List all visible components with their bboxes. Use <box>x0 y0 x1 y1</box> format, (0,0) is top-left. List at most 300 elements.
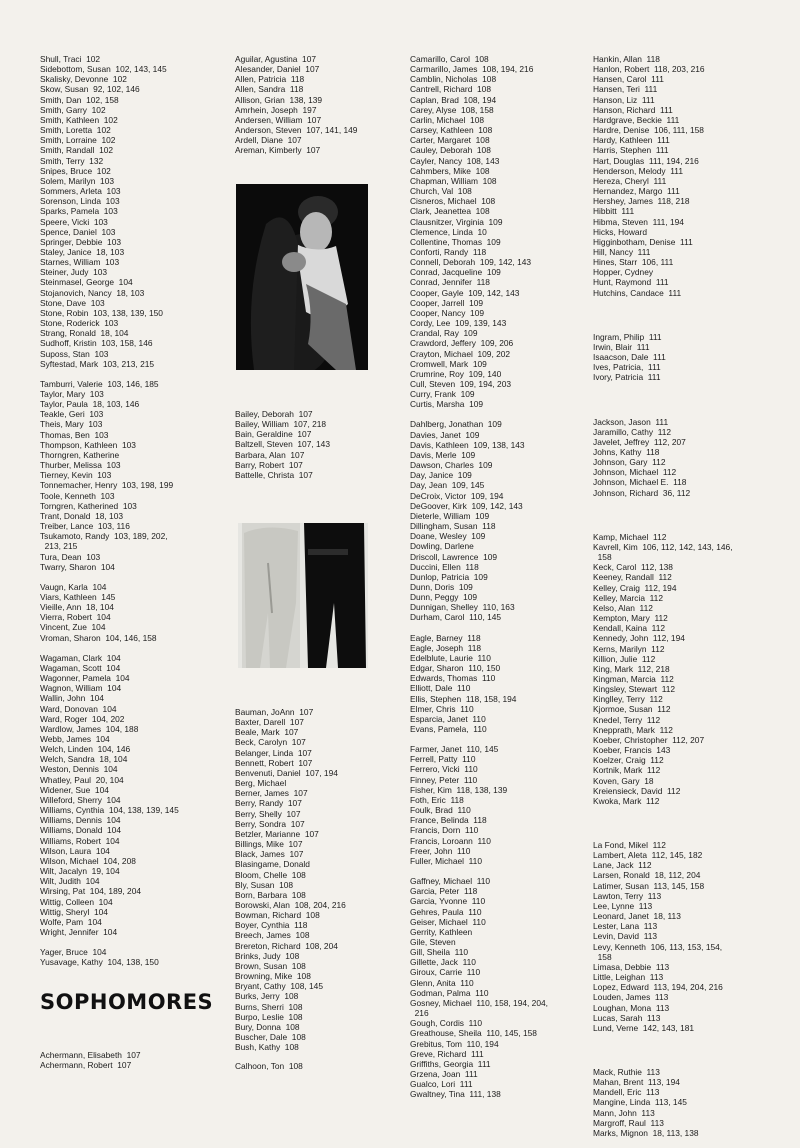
index-entry: Welch, Sandra 18, 104 <box>40 754 128 765</box>
index-entry: Glenn, Anita 110 <box>410 977 474 988</box>
index-entry: Irwin, Blair 111 <box>593 341 650 352</box>
index-entry: Smith, Kathleen 102 <box>40 114 118 125</box>
index-entry: Gerrity, Kathleen <box>410 926 473 937</box>
index-entry: Strang, Ronald 18, 104 <box>40 328 129 339</box>
index-entry: Dahlberg, Jonathan 109 <box>410 419 502 430</box>
index-entry: Edwards, Thomas 110 <box>410 673 496 684</box>
index-entry: La Fond, Mikel 112 <box>593 840 666 850</box>
index-entry: Johnson, Michael 112 <box>593 467 677 478</box>
index-entry: Starnes, William 103 <box>40 257 120 268</box>
index-block <box>40 54 179 369</box>
index-entry: Crumrine, Roy 109, 140 <box>410 368 502 379</box>
index-column-4 <box>593 54 733 1148</box>
index-entry: Shull, Traci 102 <box>40 54 101 64</box>
index-entry: Keeney, Randall 112 <box>593 572 672 583</box>
index-entry: Cull, Steven 109, 194, 203 <box>410 379 512 389</box>
index-entry: Wardlow, James 104, 188 <box>40 723 139 734</box>
index-entry: Jaramillo, Cathy 112 <box>593 426 672 437</box>
index-entry: Sparks, Pamela 103 <box>40 206 118 217</box>
index-entry: Taylor, Mary 103 <box>40 389 104 399</box>
index-entry: Ferrell, Patty 110 <box>410 754 476 765</box>
index-block <box>410 54 548 409</box>
index-entry: Steiner, Judy 103 <box>40 267 108 278</box>
index-entry: Achermann, Elisabeth 107 <box>40 1050 141 1060</box>
index-block <box>593 417 733 498</box>
index-entry: Kortnik, Mark 112 <box>593 765 661 776</box>
index-entry: Mangine, Linda 113, 145 <box>593 1097 687 1108</box>
index-column-2-middle <box>235 409 330 480</box>
index-entry: Weston, Dennis 104 <box>40 764 118 775</box>
index-entry: Burks, Jerry 108 <box>235 991 299 1002</box>
index-column-2-bottom <box>235 1061 303 1071</box>
index-entry: Wilson, Michael 104, 208 <box>40 855 136 866</box>
index-entry: Chapman, William 108 <box>410 175 497 186</box>
index-entry: Cayler, Nancy 108, 143 <box>410 155 500 166</box>
index-entry: Buscher, Dale 108 <box>235 1032 306 1042</box>
index-entry: Fisher, Kim 118, 138, 139 <box>410 784 508 795</box>
index-entry: Anderson, Steven 107, 141, 149 <box>235 125 358 136</box>
index-entry: Bauman, JoAnn 107 <box>235 707 314 717</box>
index-entry: Kamp, Michael 112 <box>593 531 667 542</box>
index-entry: Kavrell, Kim 106, 112, 142, 143, 146, <box>593 541 733 552</box>
index-entry: Alesander, Daniel 107 <box>235 64 320 75</box>
index-entry: Ellis, Stephen 118, 158, 194 <box>410 693 517 704</box>
index-entry: Hereza, Cheryl 111 <box>593 175 667 186</box>
index-entry: Godman, Palma 110 <box>410 987 489 998</box>
index-entry: Welch, Linden 104, 146 <box>40 744 131 755</box>
index-entry: Bain, Geraldine 107 <box>235 429 312 440</box>
index-entry: Ferrero, Vicki 110 <box>410 764 478 775</box>
index-entry: Clemence, Linda 10 <box>410 226 487 237</box>
index-entry: Carter, Margaret 108 <box>410 135 490 146</box>
index-entry: Wagnon, William 104 <box>40 683 122 694</box>
index-entry: Hines, Starr 106, 111 <box>593 257 674 268</box>
index-entry: Trant, Donald 18, 103 <box>40 510 124 521</box>
index-entry: Greve, Richard 111 <box>410 1048 484 1059</box>
index-entry: Tierney, Kevin 103 <box>40 470 112 481</box>
index-entry: Koelzer, Craig 112 <box>593 755 664 766</box>
index-entry: Cordy, Lee 109, 139, 143 <box>410 318 507 329</box>
index-block <box>235 54 357 156</box>
index-entry: Areman, Kimberly 107 <box>235 145 321 156</box>
index-entry: Smith, Terry 132 <box>40 155 104 166</box>
index-entry: Griffiths, Georgia 111 <box>410 1058 491 1069</box>
index-entry: Sommers, Arleta 103 <box>40 186 121 197</box>
index-entry: Belanger, Linda 107 <box>235 747 312 758</box>
index-entry: Cisneros, Michael 108 <box>410 196 496 207</box>
index-entry: Stone, Roderick 103 <box>40 318 119 329</box>
index-block <box>593 54 733 298</box>
index-entry: Toole, Kenneth 103 <box>40 490 115 501</box>
index-entry: Vaugn, Karla 104 <box>40 581 107 592</box>
index-entry: Hansen, Teri 111 <box>593 84 658 95</box>
index-entry: Hanlon, Robert 118, 203, 216 <box>593 64 705 75</box>
index-entry: Dowling, Darlene <box>410 541 474 552</box>
index-entry: Conrad, Jennifer 118 <box>410 277 490 288</box>
index-block <box>40 653 179 937</box>
index-entry: Taylor, Paula 18, 103, 146 <box>40 399 140 410</box>
index-entry: Thompson, Kathleen 103 <box>40 439 136 450</box>
index-entry: Clausnitzer, Virginia 109 <box>410 216 503 227</box>
index-entry: Marks, Mignon 18, 113, 138 <box>593 1127 699 1138</box>
index-entry: Foth, Eric 118 <box>410 794 464 805</box>
index-entry: Barry, Robert 107 <box>235 459 303 470</box>
index-entry: Treiber, Lance 103, 116 <box>40 521 130 532</box>
index-entry: Grzena, Joan 111 <box>410 1069 478 1079</box>
index-entry: Evans, Pamela, 110 <box>410 724 487 734</box>
index-entry: Lester, Lana 113 <box>593 921 658 932</box>
index-entry: Isaacson, Dale 111 <box>593 352 666 363</box>
index-column-3 <box>410 54 548 1109</box>
index-entry: Driscoll, Lawrence 109 <box>410 551 498 562</box>
index-entry: Boyer, Cynthia 118 <box>235 920 308 931</box>
index-entry: Allison, Grian 138, 139 <box>235 94 323 105</box>
index-entry: 158 <box>593 552 612 563</box>
index-entry: Kerns, Marilyn 112 <box>593 643 665 654</box>
index-entry: Lund, Verne 142, 143, 181 <box>593 1022 695 1033</box>
index-entry: Smith, Loretta 102 <box>40 125 111 136</box>
index-entry: Calhoon, Ton 108 <box>235 1061 303 1071</box>
index-entry: Tonnemacher, Henry 103, 198, 199 <box>40 480 174 491</box>
index-block <box>410 876 548 1099</box>
index-entry: Williams, Donald 104 <box>40 825 121 836</box>
index-block <box>40 379 179 572</box>
index-entry: Killion, Julie 112 <box>593 653 656 664</box>
index-entry: Webb, James 104 <box>40 734 110 744</box>
index-entry: Javelet, Jeffrey 112, 207 <box>593 436 686 447</box>
index-entry: Freer, John 110 <box>410 845 471 856</box>
index-entry: Brown, Susan 108 <box>235 960 306 971</box>
index-entry: Wolfe, Pam 104 <box>40 916 102 927</box>
index-entry: Widener, Sue 104 <box>40 784 109 795</box>
index-entry: Elliott, Dale 110 <box>410 683 471 694</box>
index-entry: Springer, Debbie 103 <box>40 236 122 247</box>
index-entry: Browning, Mike 108 <box>235 971 311 982</box>
index-entry: Syftestad, Mark 103, 213, 215 <box>40 358 155 369</box>
index-entry: Williams, Robert 104 <box>40 835 120 846</box>
index-entry: Hopper, Cydney <box>593 267 654 278</box>
index-entry: Hunt, Raymond 111 <box>593 277 669 288</box>
index-entry: Knedel, Terry 112 <box>593 714 661 725</box>
index-entry: Smith, Garry 102 <box>40 104 106 115</box>
index-entry: Vroman, Sharon 104, 146, 158 <box>40 632 157 643</box>
index-entry: Johns, Kathy 118 <box>593 447 660 457</box>
index-entry: Wirsing, Pat 104, 189, 204 <box>40 886 142 897</box>
index-entry: Beck, Carolyn 107 <box>235 737 306 748</box>
index-entry: Crayton, Michael 109, 202 <box>410 348 511 359</box>
index-entry: Gwaltney, Tina 111, 138 <box>410 1089 501 1100</box>
index-entry: Loughan, Mona 113 <box>593 1002 670 1013</box>
index-entry: Kinglley, Terry 112 <box>593 694 663 705</box>
index-entry: Thurber, Melissa 103 <box>40 460 121 471</box>
index-entry: Staley, Janice 18, 103 <box>40 246 125 257</box>
index-entry: Hardy, Kathleen 111 <box>593 135 670 146</box>
index-entry: Burns, Sherri 108 <box>235 1001 303 1012</box>
index-block <box>40 947 179 967</box>
index-entry: Kwoka, Mark 112 <box>593 795 660 806</box>
index-entry: Hanson, Liz 111 <box>593 94 655 105</box>
index-entry: Collentine, Thomas 109 <box>410 236 501 247</box>
index-entry: Tura, Dean 103 <box>40 551 101 562</box>
index-entry: Dunn, Doris 109 <box>410 581 473 592</box>
index-entry: Kendall, Kaina 112 <box>593 623 666 634</box>
index-entry: Mann, John 113 <box>593 1107 655 1118</box>
index-entry: Durham, Carol 110, 145 <box>410 612 502 623</box>
index-entry: Wagaman, Clark 104 <box>40 652 121 663</box>
index-entry: Crandal, Ray 109 <box>410 328 478 339</box>
index-entry: Wright, Jennifer 104 <box>40 926 118 937</box>
index-entry: Hardre, Denise 106, 111, 158 <box>593 125 704 136</box>
index-entry: Jackson, Jason 111 <box>593 416 669 427</box>
index-entry: Stone, Robin 103, 138, 139, 150 <box>40 307 163 318</box>
index-entry: France, Belinda 118 <box>410 815 487 826</box>
index-entry: Tamburri, Valerie 103, 146, 185 <box>40 378 159 389</box>
index-entry: Connell, Deborah 109, 142, 143 <box>410 257 532 268</box>
index-entry: Margroff, Raul 113 <box>593 1117 664 1128</box>
index-entry: Levy, Kenneth 106, 113, 153, 154, <box>593 941 723 952</box>
index-entry: Harris, Stephen 111 <box>593 145 669 156</box>
index-entry: Koven, Gary 18 <box>593 775 654 786</box>
index-entry: Kjormoe, Susan 112 <box>593 704 671 715</box>
index-entry: Andersen, William 107 <box>235 114 322 125</box>
index-entry: Little, Leighan 113 <box>593 972 664 983</box>
index-block <box>593 532 733 806</box>
index-entry: Achermann, Robert 107 <box>40 1060 132 1071</box>
index-entry: Ivory, Patricia 111 <box>593 372 661 383</box>
index-entry: Crawdord, Jeffery 109, 206 <box>410 338 514 349</box>
index-entry: Henderson, Melody 111 <box>593 165 684 176</box>
index-entry: Davis, Kathleen 109, 138, 143 <box>410 439 525 450</box>
index-entry: Hansen, Carol 111 <box>593 74 664 85</box>
section-heading: SOPHOMORES <box>40 990 214 1014</box>
index-entry: Ives, Patricia, 111 <box>593 362 661 373</box>
index-entry: Bennett, Robert 107 <box>235 757 313 768</box>
index-entry: Hershey, James 118, 218 <box>593 196 690 207</box>
index-entry: Kreiensieck, David 112 <box>593 785 681 796</box>
index-entry: Wilt, Jacalyn 19, 104 <box>40 866 120 877</box>
index-entry: Aguilar, Agustina 107 <box>235 54 317 64</box>
index-entry: Levin, David 113 <box>593 931 658 942</box>
index-entry: Baxter, Darell 107 <box>235 717 304 728</box>
index-entry: Lucas, Sarah 113 <box>593 1012 661 1023</box>
index-entry: Wagonner, Pamela 104 <box>40 673 130 684</box>
index-entry: Hicks, Howard <box>593 226 647 237</box>
index-entry: Hanson, Richard 111 <box>593 104 673 115</box>
index-entry: Cromwell, Mark 109 <box>410 358 487 369</box>
index-entry: Curtis, Marsha 109 <box>410 399 484 410</box>
index-entry: Twarry, Sharon 104 <box>40 561 115 572</box>
index-entry: Lawton, Terry 113 <box>593 890 662 901</box>
index-entry: Bowman, Richard 108 <box>235 910 320 921</box>
index-entry: Grebitus, Tom 110, 194 <box>410 1038 499 1049</box>
index-entry: Viars, Kathleen 145 <box>40 591 116 602</box>
index-entry: Borowski, Alan 108, 204, 216 <box>235 899 346 910</box>
index-entry: Conrad, Jacqueline 109 <box>410 267 501 278</box>
index-entry: Edgar, Sharon 110, 150 <box>410 663 501 674</box>
index-entry: Kempton, Mary 112 <box>593 613 668 624</box>
index-entry: Dieterle, William 109 <box>410 510 490 521</box>
index-entry: Carlin, Michael 108 <box>410 114 485 125</box>
index-entry: Larsen, Ronald 18, 112, 204 <box>593 870 701 881</box>
index-entry: Garcia, Yvonne 110 <box>410 896 486 907</box>
index-entry: Lopez, Edward 113, 194, 204, 216 <box>593 982 723 993</box>
index-entry: 216 <box>410 1008 429 1019</box>
index-entry: Smith, Lorraine 102 <box>40 135 116 146</box>
index-entry: Benvenuti, Daniel 107, 194 <box>235 767 338 778</box>
index-entry: Bailey, Deborah 107 <box>235 409 313 419</box>
index-entry: Doane, Wesley 109 <box>410 531 486 542</box>
index-entry: Gualco, Lori 111 <box>410 1079 473 1090</box>
index-block <box>410 633 548 735</box>
index-entry: Finney, Peter 110 <box>410 774 478 785</box>
index-entry: Gough, Cordis 110 <box>410 1018 483 1029</box>
index-entry: Brereton, Richard 108, 204 <box>235 940 338 951</box>
index-entry: Koeber, Francis 143 <box>593 745 671 756</box>
index-entry: Davies, Janet 109 <box>410 429 480 440</box>
index-entry: Gaffney, Michael 110 <box>410 876 491 887</box>
index-entry: Skalisky, Devonne 102 <box>40 74 127 85</box>
index-entry: Hibbitt 111 <box>593 206 635 217</box>
index-entry: Kennedy, John 112, 194 <box>593 633 685 644</box>
index-entry: Foulk, Brad 110 <box>410 805 471 816</box>
index-entry: Carey, Alyse 108, 158 <box>410 104 494 115</box>
index-entry: Wilt, Judith 104 <box>40 876 100 887</box>
index-block <box>593 840 733 1033</box>
index-entry: Knepprath, Mark 112 <box>593 724 673 735</box>
index-entry: Caplan, Brad 108, 194 <box>410 94 497 105</box>
index-entry: Black, James 107 <box>235 849 304 860</box>
index-entry: Brinks, Judy 108 <box>235 950 300 961</box>
index-entry: Thorngren, Katherine <box>40 449 120 460</box>
index-entry: 158 <box>593 951 612 962</box>
index-entry: Dunlop, Patricia 109 <box>410 571 488 582</box>
index-entry: Lambert, Aleta 112, 145, 182 <box>593 850 703 861</box>
index-entry: Allen, Patricia 118 <box>235 74 305 85</box>
index-block <box>593 332 733 383</box>
index-entry: Day, Jean 109, 145 <box>410 480 485 491</box>
index-entry: Cooper, Gayle 109, 142, 143 <box>410 287 520 298</box>
index-entry: Allen, Sandra 118 <box>235 84 304 95</box>
index-entry: Theis, Mary 103 <box>40 419 103 430</box>
index-entry: Baltzell, Steven 107, 143 <box>235 439 330 450</box>
index-entry: Betzler, Marianne 107 <box>235 828 319 839</box>
index-entry: Berry, Randy 107 <box>235 798 302 809</box>
index-entry: Berner, James 107 <box>235 788 308 799</box>
index-entry: Kelley, Marcia 112 <box>593 592 663 603</box>
index-entry: Williams, Dennis 104 <box>40 815 121 826</box>
index-entry: Yusavage, Kathy 104, 138, 150 <box>40 957 159 968</box>
index-entry: Born, Barbara 108 <box>235 889 306 900</box>
index-entry: Dunn, Peggy 109 <box>410 592 478 603</box>
index-entry: Camarillo, Carol 108 <box>410 54 489 64</box>
index-entry: Wittig, Sheryl 104 <box>40 906 108 917</box>
index-entry: Barbara, Alan 107 <box>235 449 305 460</box>
index-block <box>410 419 548 622</box>
index-entry: Geiser, Michael 110 <box>410 916 486 927</box>
index-entry: Beale, Mark 107 <box>235 727 299 738</box>
index-entry: Kingsley, Stewart 112 <box>593 684 676 695</box>
index-entry: Suposs, Stan 103 <box>40 348 109 359</box>
index-block <box>40 582 179 643</box>
index-entry: Giroux, Carrie 110 <box>410 967 481 978</box>
index-block <box>235 409 330 480</box>
index-entry: Conforti, Randy 118 <box>410 246 487 257</box>
index-entry: Bury, Donna 108 <box>235 1021 300 1032</box>
index-entry: Sudhoff, Kristin 103, 158, 146 <box>40 338 153 349</box>
index-entry: Hankin, Allan 118 <box>593 54 660 64</box>
index-entry: Cahmbers, Mike 108 <box>410 165 490 176</box>
index-entry: Lee, Lynne 113 <box>593 900 653 911</box>
index-entry: Camblin, Nicholas 108 <box>410 74 497 85</box>
index-block <box>40 1050 141 1070</box>
index-entry: Wallin, John 104 <box>40 693 104 704</box>
index-entry: Kingman, Marcia 112 <box>593 673 674 684</box>
index-entry: Tsukamoto, Randy 103, 189, 202, <box>40 531 168 542</box>
index-entry: Ardell, Diane 107 <box>235 135 302 146</box>
index-entry: Cantrell, Richard 108 <box>410 84 491 95</box>
index-entry: Stone, Dave 103 <box>40 297 105 308</box>
index-entry: Vierra, Robert 104 <box>40 612 111 623</box>
index-entry: DeGoover, Kirk 109, 142, 143 <box>410 500 523 511</box>
index-entry: Gillette, Jack 110 <box>410 957 476 968</box>
index-entry: Bailey, William 107, 218 <box>235 419 327 430</box>
index-entry: Farmer, Janet 110, 145 <box>410 744 499 755</box>
index-entry: Dillingham, Susan 118 <box>410 521 496 532</box>
index-entry: Mack, Ruthie 113 <box>593 1066 660 1077</box>
index-entry: Mandell, Eric 113 <box>593 1087 660 1098</box>
index-entry: Wilson, Laura 104 <box>40 845 110 856</box>
index-entry: Whatley, Paul 20, 104 <box>40 774 124 785</box>
index-entry: Latimer, Susan 113, 145, 158 <box>593 880 705 891</box>
index-entry: Billings, Mike 107 <box>235 839 303 850</box>
index-entry: Curry, Frank 109 <box>410 389 475 400</box>
index-entry: Hutchins, Candace 111 <box>593 287 682 298</box>
index-entry: Eagle, Joseph 118 <box>410 642 482 653</box>
index-entry: Breech, James 108 <box>235 930 310 941</box>
index-entry: 213, 215 <box>40 541 78 552</box>
index-entry: Fuller, Michael 110 <box>410 855 482 866</box>
index-entry: Davis, Merle 109 <box>410 449 476 460</box>
index-block <box>235 1061 303 1071</box>
index-entry: Duccini, Ellen 118 <box>410 561 479 572</box>
index-entry: Solem, Marilyn 103 <box>40 175 115 186</box>
index-entry: Steinmasel, George 104 <box>40 277 133 288</box>
index-entry: Gile, Steven <box>410 936 456 947</box>
index-entry: Kelso, Alan 112 <box>593 602 653 613</box>
index-column-2-top <box>235 54 357 156</box>
index-entry: Stojanovich, Nancy 18, 103 <box>40 287 145 298</box>
index-entry: Eagle, Barney 118 <box>410 632 481 643</box>
index-entry: Dunnigan, Shelley 110, 163 <box>410 602 515 613</box>
index-entry: Snipes, Bruce 102 <box>40 165 111 176</box>
photo-dancing-couple <box>236 184 368 370</box>
index-entry: Sidebottom, Susan 102, 143, 145 <box>40 64 167 75</box>
index-entry: Gosney, Michael 110, 158, 194, 204, <box>410 997 548 1008</box>
index-entry: Keck, Carol 112, 138 <box>593 562 673 573</box>
index-entry: Torngren, Katherined 103 <box>40 500 137 511</box>
index-entry: Vieille, Ann 18, 104 <box>40 602 114 613</box>
index-entry: Carsey, Kathleen 108 <box>410 125 493 136</box>
index-entry: Hernandez, Margo 111 <box>593 186 680 197</box>
index-entry: Skow, Susan 92, 102, 146 <box>40 84 140 95</box>
index-entry: Bush, Kathy 108 <box>235 1042 299 1053</box>
index-entry: Bloom, Chelle 108 <box>235 869 306 880</box>
index-entry: Limasa, Debbie 113 <box>593 961 670 972</box>
index-column-2-lower <box>235 707 346 1052</box>
index-entry: Day, Janice 109 <box>410 470 472 481</box>
index-entry: Johnson, Gary 112 <box>593 457 666 468</box>
index-entry: Koeber, Christopher 112, 207 <box>593 734 705 745</box>
